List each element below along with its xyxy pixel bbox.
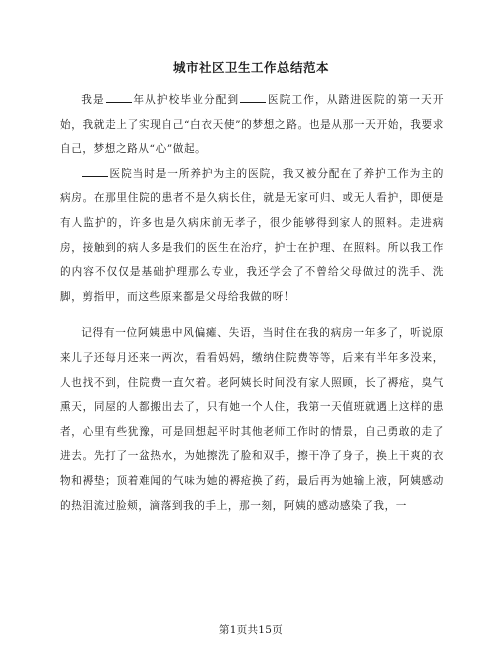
document-title: 城市社区卫生工作总结范本 — [172, 60, 329, 75]
blank-year — [106, 92, 132, 103]
paragraph-1-text-b: 年从护校毕业分配到 — [132, 94, 240, 106]
paragraph-3-text: 记得有一位阿姨患中风偏瘫、失语，当时住在我的病房一年多了，听说原来儿子还每月还来一两次，看看妈妈，缴纳住院费等等，后来有半年多没来，人也找不到，住院费一直欠着。老阿姨长时间没有家人照顾，长了褥疮，臭气熏天，同屋的人都搬出去了，只有她一个人住，我第一天值班就遇上这样的患者，心里有些犹豫，可是回想起平时其他老师工作时的情景，自己勇敢的走了进去。先打了一盆热水，为她擦洗了脸和双手，擦干净了身子，换上干爽的衣物和褥垫；顶着难闻的气味为她的褥疮换了药，最后再为她输上液，阿姨感动的热泪流过脸颊，滴落到我的手上，那一刻，阿姨的感动感染了我，一 — [60, 327, 444, 512]
paragraph-1-text-a: 我是 — [81, 94, 105, 106]
paragraph-3 — [60, 321, 444, 518]
paragraph-1 — [60, 88, 444, 162]
page-number-footer: 第1页共15页 — [218, 624, 284, 636]
paragraph-1-text-c: 医院工作，从踏进医院的第一天开始，我就走上了实现自己“白衣天使”的梦想之路。也是从那一天开始，我要求自己，梦想之路从“心”做起。 — [60, 94, 445, 156]
blank-hospital-2 — [82, 166, 108, 177]
blank-hospital — [240, 92, 266, 103]
paragraph-2 — [60, 162, 444, 310]
document-body — [60, 88, 444, 518]
paragraph-2-text: 医院当时是一所养护为主的医院，我又被分配在了养护工作为主的病房。在那里住院的患者不是久病长住，就是无家可归、或无人看护，即便是有人监护的，许多也是久病床前无孝子，很少能够得到家人的照料。走进病房，接触到的病人多是我们的医生在治疗，护士在护理、在照料。所以我工作的内容不仅仅是基础护理那么专业，我还学会了不曾给父母做过的洗手、洗脚，剪指甲，而这些原来都是父母给我做的呀！ — [60, 167, 444, 303]
